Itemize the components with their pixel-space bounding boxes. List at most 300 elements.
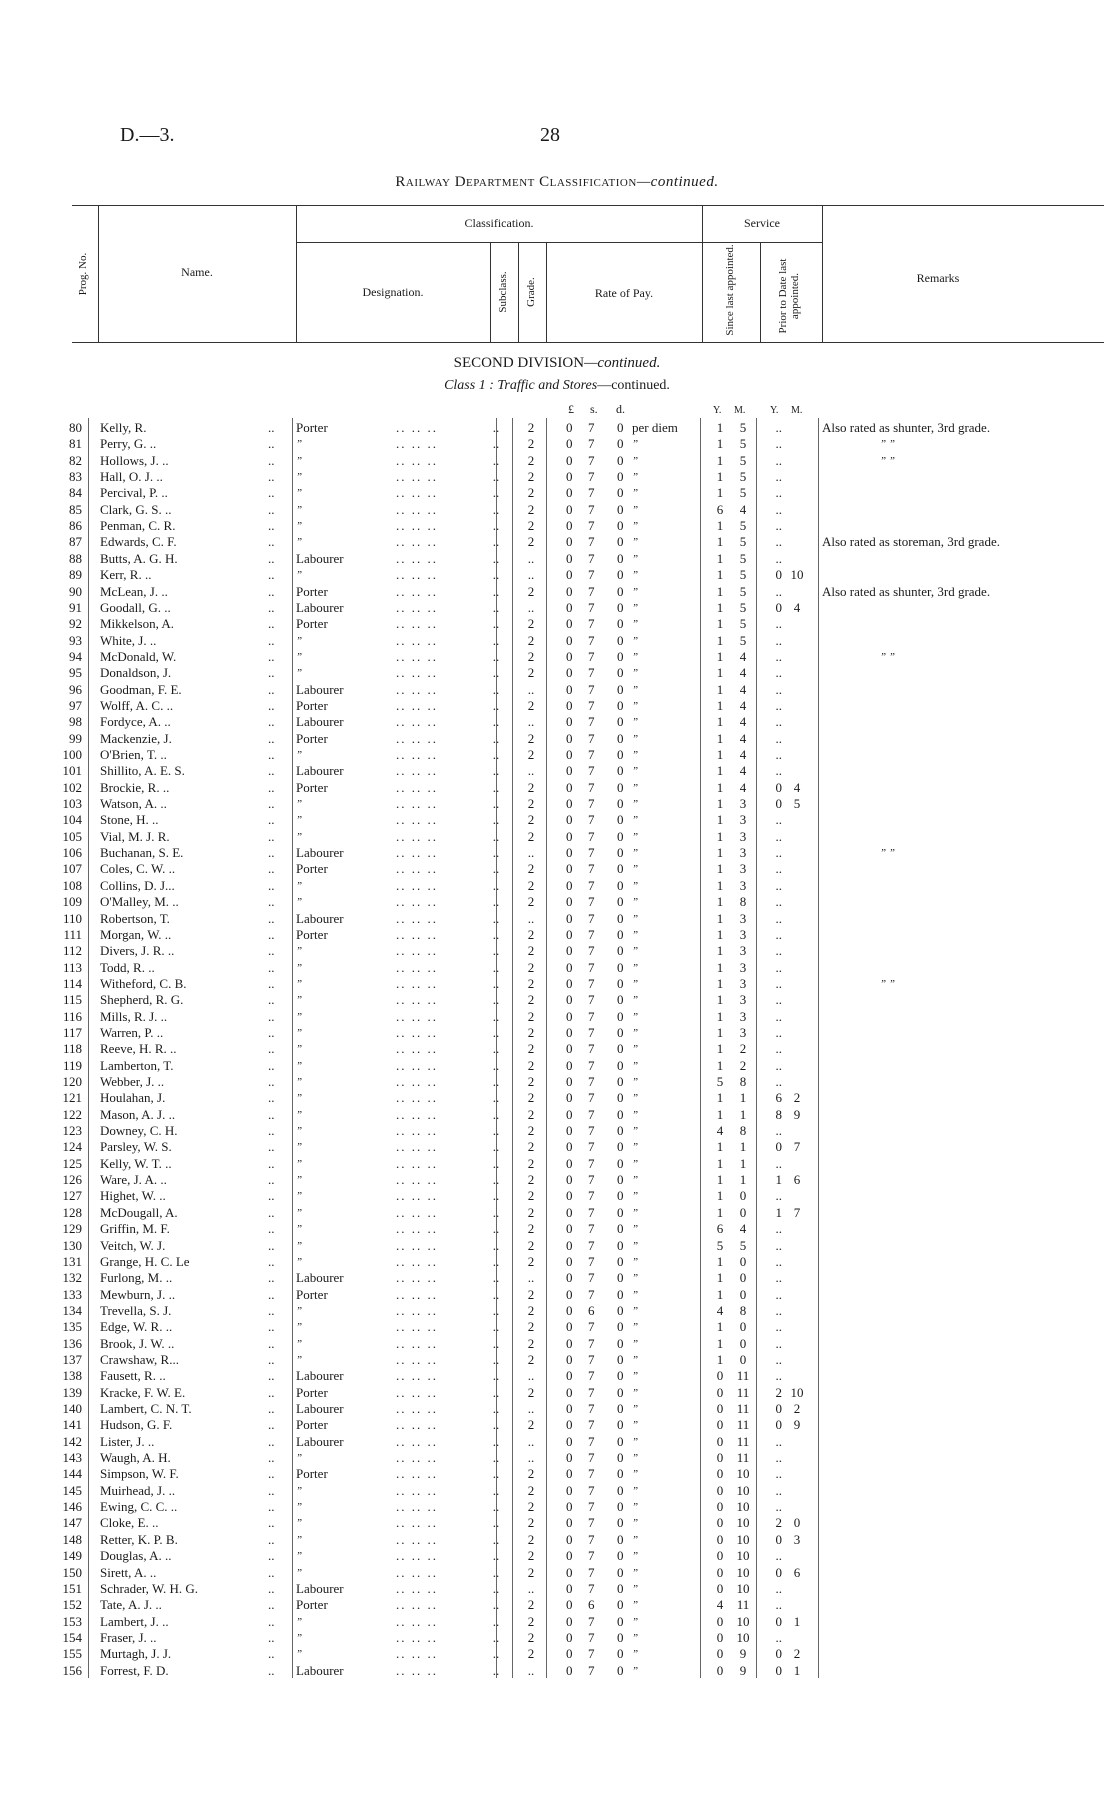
since-years: 1 xyxy=(716,697,724,713)
employee-name: Forrest, F. D. xyxy=(100,1662,169,1678)
leader-dots: .. .. .. xyxy=(396,926,438,942)
prior-years: .. xyxy=(775,828,782,844)
designation: ” xyxy=(296,471,303,484)
since-years: 6 xyxy=(716,1221,724,1237)
employee-name: Kelly, W. T. .. xyxy=(100,1155,172,1171)
table-row xyxy=(0,1221,1114,1237)
pay-shillings: 7 xyxy=(588,697,595,713)
pay-pence: 0 xyxy=(617,501,624,517)
pay-pounds: 0 xyxy=(566,1024,573,1040)
row-number: 131 xyxy=(62,1253,82,1269)
prior-months: 10 xyxy=(790,1384,804,1400)
subclass: .. xyxy=(492,485,500,501)
grade: 2 xyxy=(527,1351,535,1367)
employee-name: Warren, P. .. xyxy=(100,1024,164,1040)
pay-shillings: 7 xyxy=(588,1139,595,1155)
since-years: 4 xyxy=(716,1597,724,1613)
subclass: .. xyxy=(492,599,500,615)
leader-dots: .. xyxy=(268,1270,275,1286)
since-years: 1 xyxy=(716,1008,724,1024)
pay-shillings: 7 xyxy=(588,1515,595,1531)
prior-years: .. xyxy=(775,1253,782,1269)
pay-pounds: 0 xyxy=(566,1662,573,1678)
prior-years: .. xyxy=(775,632,782,648)
pay-pounds: 0 xyxy=(566,730,573,746)
designation: Porter xyxy=(296,1466,328,1482)
leader-dots: .. xyxy=(268,714,275,730)
designation: ” xyxy=(296,1239,303,1252)
employee-name: Houlahan, J. xyxy=(100,1090,166,1106)
pay-pence: 0 xyxy=(617,616,624,632)
row-number: 145 xyxy=(62,1482,82,1498)
since-months: 0 xyxy=(739,1188,747,1204)
row-number: 146 xyxy=(62,1499,82,1515)
since-years: 1 xyxy=(716,452,724,468)
leader-dots: .. .. .. xyxy=(396,1139,438,1155)
grade: 2 xyxy=(527,1548,535,1564)
row-number: 88 xyxy=(69,550,82,566)
designation: ” xyxy=(296,1501,303,1514)
grade: 2 xyxy=(527,730,535,746)
subclass: .. xyxy=(492,828,500,844)
employee-name: Veitch, W. J. xyxy=(100,1237,166,1253)
prior-years: 1 xyxy=(775,1204,782,1220)
pay-shillings: 7 xyxy=(588,828,595,844)
row-number: 103 xyxy=(62,796,82,812)
pay-pence: 0 xyxy=(617,779,624,795)
pay-pence: 0 xyxy=(617,1139,624,1155)
leader-dots: .. .. .. xyxy=(396,894,438,910)
row-number: 86 xyxy=(69,518,82,534)
pay-pence: 0 xyxy=(617,1597,624,1613)
grade: .. xyxy=(527,1662,535,1678)
prior-years: .. xyxy=(775,845,782,861)
grade: 2 xyxy=(527,1106,535,1122)
pay-shillings: 7 xyxy=(588,1335,595,1351)
subclass: .. xyxy=(492,1499,500,1515)
employee-name: Grange, H. C. Le xyxy=(100,1253,190,1269)
pay-shillings: 7 xyxy=(588,501,595,517)
table-row xyxy=(0,1499,1114,1515)
subclass: .. xyxy=(492,1384,500,1400)
pay-pence: 0 xyxy=(617,1090,624,1106)
pay-shillings: 7 xyxy=(588,1564,595,1580)
since-months: 1 xyxy=(739,1090,747,1106)
leader-dots: .. .. .. xyxy=(396,1662,438,1678)
table-row xyxy=(0,1025,1114,1041)
table-row xyxy=(0,796,1114,812)
prior-months: 3 xyxy=(793,1531,801,1547)
table-row xyxy=(0,1074,1114,1090)
subclass: .. xyxy=(492,1662,500,1678)
pay-pence: 0 xyxy=(617,534,624,550)
table-row xyxy=(0,1041,1114,1057)
subclass: .. xyxy=(492,1024,500,1040)
pay-pounds: 0 xyxy=(566,812,573,828)
leader-dots: .. xyxy=(268,992,275,1008)
grade: 2 xyxy=(527,1531,535,1547)
pay-period: ” xyxy=(632,1010,639,1023)
pay-period: ” xyxy=(632,1125,639,1138)
pay-pounds: 0 xyxy=(566,926,573,942)
pay-period: ” xyxy=(632,1337,639,1350)
leader-dots: .. .. .. xyxy=(396,648,438,664)
employee-name: Hall, O. J. .. xyxy=(100,469,163,485)
pay-pence: 0 xyxy=(617,1074,624,1089)
pay-shillings: 7 xyxy=(588,1466,595,1482)
table-row xyxy=(0,1270,1114,1286)
since-years: 1 xyxy=(716,796,724,812)
leader-dots: .. .. .. xyxy=(396,1564,438,1580)
leader-dots: .. .. .. xyxy=(396,1155,438,1171)
pay-period: ” xyxy=(632,1092,639,1105)
pay-pence: 0 xyxy=(617,1401,624,1416)
employee-name: Buchanan, S. E. xyxy=(100,845,184,861)
pay-pence: 0 xyxy=(617,1531,624,1547)
employee-name: Witheford, C. B. xyxy=(100,975,187,991)
leader-dots: .. .. .. xyxy=(396,763,438,779)
pay-pounds: 0 xyxy=(566,1384,573,1400)
pay-period: ” xyxy=(632,1599,639,1612)
pay-shillings: 7 xyxy=(588,1057,595,1073)
pay-shillings: 7 xyxy=(588,1237,595,1253)
since-years: 1 xyxy=(716,632,724,648)
pay-pounds: 0 xyxy=(566,1401,573,1416)
prior-years: 0 xyxy=(775,1401,782,1416)
employee-name: McDougall, A. xyxy=(100,1204,178,1220)
table-row xyxy=(0,436,1114,452)
since-years: 1 xyxy=(716,485,724,501)
grade: 2 xyxy=(527,828,535,844)
pay-period: ” xyxy=(632,1501,639,1514)
pay-pence: 0 xyxy=(617,1041,624,1057)
pay-period: ” xyxy=(632,1550,639,1563)
employee-name: Tate, A. J. .. xyxy=(100,1597,162,1613)
pay-shillings: 7 xyxy=(588,845,595,861)
header-service: Service xyxy=(744,216,780,230)
row-number: 85 xyxy=(69,501,82,517)
grade: 2 xyxy=(527,1237,535,1253)
grade: 2 xyxy=(527,1629,535,1645)
prior-years: .. xyxy=(775,534,782,550)
leader-dots: .. xyxy=(268,1629,275,1645)
since-years: 1 xyxy=(716,616,724,632)
pay-pence: 0 xyxy=(617,1270,624,1286)
row-number: 154 xyxy=(62,1629,82,1645)
subclass: .. xyxy=(492,763,500,779)
row-number: 102 xyxy=(62,779,82,795)
pay-shillings: 7 xyxy=(588,1531,595,1547)
grade: .. xyxy=(527,599,535,615)
leader-dots: .. .. .. xyxy=(396,1401,438,1416)
table-row xyxy=(0,1597,1114,1613)
pay-shillings: 7 xyxy=(588,1417,595,1433)
grade: 2 xyxy=(527,1188,535,1204)
employee-name: Trevella, S. J. xyxy=(100,1302,172,1318)
since-years: 1 xyxy=(716,714,724,730)
grade: .. xyxy=(527,910,535,926)
prior-years: .. xyxy=(775,469,782,485)
subclass: .. xyxy=(492,1172,500,1188)
employee-name: Sirett, A. .. xyxy=(100,1564,157,1580)
since-years: 0 xyxy=(716,1482,724,1498)
since-months: 5 xyxy=(739,518,747,534)
pay-pence: 0 xyxy=(617,1466,624,1482)
pay-period: ” xyxy=(632,503,639,516)
prior-years: .. xyxy=(775,943,782,959)
prior-years: .. xyxy=(775,894,782,910)
pay-pounds: 0 xyxy=(566,616,573,632)
row-number: 129 xyxy=(62,1221,82,1237)
prior-years: .. xyxy=(775,648,782,664)
pay-pence: 0 xyxy=(617,1515,624,1531)
employee-name: Mills, R. J. .. xyxy=(100,1008,168,1024)
class-label: Class 1 : xyxy=(444,378,494,393)
since-months: 11 xyxy=(736,1384,750,1400)
row-number: 144 xyxy=(62,1466,82,1482)
leader-dots: .. xyxy=(268,599,275,615)
grade: 2 xyxy=(527,1466,535,1482)
grade: .. xyxy=(527,1401,535,1416)
table-row xyxy=(0,1515,1114,1531)
since-months: 9 xyxy=(739,1662,747,1678)
employee-name: Brook, J. W. .. xyxy=(100,1335,175,1351)
since-years: 0 xyxy=(716,1548,724,1564)
since-months: 4 xyxy=(739,648,747,664)
prior-years: .. xyxy=(775,747,782,762)
remarks: ” ” xyxy=(880,650,895,663)
leader-dots: .. .. .. xyxy=(396,1090,438,1106)
since-years: 4 xyxy=(716,1302,724,1318)
since-years: 1 xyxy=(716,518,724,534)
since-months: 11 xyxy=(736,1368,750,1384)
employee-name: Mewburn, J. .. xyxy=(100,1286,176,1302)
table-row xyxy=(0,1630,1114,1646)
pay-shillings: 7 xyxy=(588,567,595,583)
service-rule xyxy=(702,242,822,243)
pay-shillings: 7 xyxy=(588,1613,595,1629)
leader-dots: .. .. .. xyxy=(396,1237,438,1253)
row-number: 93 xyxy=(69,632,82,648)
header-name: Name. xyxy=(181,265,213,279)
subclass: .. xyxy=(492,1646,500,1662)
row-number: 120 xyxy=(62,1074,82,1089)
leader-dots: .. xyxy=(268,861,275,877)
pay-shillings: 7 xyxy=(588,1580,595,1596)
table-row xyxy=(0,1336,1114,1352)
pay-pounds: 0 xyxy=(566,1090,573,1106)
pay-pounds: 0 xyxy=(566,452,573,468)
grade: 2 xyxy=(527,648,535,664)
since-months: 3 xyxy=(739,975,747,991)
subclass: .. xyxy=(492,1433,500,1449)
subclass: .. xyxy=(492,1253,500,1269)
header-prog-no: Prog. No. xyxy=(77,252,89,296)
row-number: 98 xyxy=(69,714,82,730)
designation: ” xyxy=(296,830,303,843)
grade: 2 xyxy=(527,1319,535,1335)
subclass: .. xyxy=(492,877,500,893)
row-number: 148 xyxy=(62,1531,82,1547)
leader-dots: .. xyxy=(268,1433,275,1449)
row-number: 81 xyxy=(69,436,82,452)
table-row xyxy=(0,1205,1114,1221)
employee-name: Perry, G. .. xyxy=(100,436,157,452)
pay-pounds: 0 xyxy=(566,1008,573,1024)
since-years: 0 xyxy=(716,1401,724,1416)
employee-name: Coles, C. W. .. xyxy=(100,861,176,877)
since-months: 10 xyxy=(736,1613,750,1629)
since-months: 1 xyxy=(739,1106,747,1122)
pay-pence: 0 xyxy=(617,1662,624,1678)
grade: 2 xyxy=(527,926,535,942)
row-number: 135 xyxy=(62,1319,82,1335)
grade: 2 xyxy=(527,1041,535,1057)
pay-pence: 0 xyxy=(617,632,624,648)
since-months: 3 xyxy=(739,959,747,975)
leader-dots: .. .. .. xyxy=(396,910,438,926)
employee-name: Goodall, G. .. xyxy=(100,599,171,615)
prior-months: 4 xyxy=(793,779,801,795)
since-months: 4 xyxy=(739,763,747,779)
since-months: 11 xyxy=(736,1417,750,1433)
leader-dots: .. xyxy=(268,1155,275,1171)
subclass: .. xyxy=(492,975,500,991)
prior-years: .. xyxy=(775,1548,782,1564)
leader-dots: .. .. .. xyxy=(396,1008,438,1024)
subclass: .. xyxy=(492,1580,500,1596)
since-months: 2 xyxy=(739,1057,747,1073)
designation: ” xyxy=(296,798,303,811)
leader-dots: .. .. .. xyxy=(396,992,438,1008)
table-row xyxy=(0,633,1114,649)
pay-pence: 0 xyxy=(617,583,624,599)
table-row xyxy=(0,665,1114,681)
subclass: .. xyxy=(492,1237,500,1253)
pay-pounds: 0 xyxy=(566,1450,573,1466)
designation: ” xyxy=(296,994,303,1007)
since-months: 10 xyxy=(736,1515,750,1531)
pay-pounds: 0 xyxy=(566,550,573,566)
unit-shillings: s. xyxy=(590,402,598,416)
grade: 2 xyxy=(527,1057,535,1073)
since-months: 4 xyxy=(739,665,747,681)
table-row xyxy=(0,1434,1114,1450)
prior-years: .. xyxy=(775,616,782,632)
pay-pounds: 0 xyxy=(566,910,573,926)
pay-period: ” xyxy=(632,1076,639,1088)
since-years: 0 xyxy=(716,1515,724,1531)
since-months: 4 xyxy=(739,747,747,762)
since-months: 8 xyxy=(739,1074,747,1089)
leader-dots: .. xyxy=(268,926,275,942)
class-continued: —continued. xyxy=(597,378,670,393)
subclass: .. xyxy=(492,1613,500,1629)
table-row xyxy=(0,469,1114,485)
table-row xyxy=(0,976,1114,992)
leader-dots: .. .. .. xyxy=(396,1466,438,1482)
designation: ” xyxy=(296,1353,303,1366)
leader-dots: .. .. .. xyxy=(396,681,438,697)
grade: 2 xyxy=(527,992,535,1008)
prior-months: 2 xyxy=(793,1646,801,1662)
grade: .. xyxy=(527,763,535,779)
employee-name: Watson, A. .. xyxy=(100,796,167,812)
since-months: 0 xyxy=(739,1270,747,1286)
remarks: Also rated as shunter, 3rd grade. xyxy=(822,583,991,599)
leader-dots: .. xyxy=(268,1221,275,1237)
since-years: 1 xyxy=(716,436,724,452)
remarks: Also rated as storeman, 3rd grade. xyxy=(822,534,1000,550)
grade: 2 xyxy=(527,1384,535,1400)
table-row xyxy=(0,1565,1114,1581)
employee-name: Kracke, F. W. E. xyxy=(100,1384,186,1400)
designation: Porter xyxy=(296,583,328,599)
pay-pence: 0 xyxy=(617,828,624,844)
since-years: 0 xyxy=(716,1564,724,1580)
since-months: 11 xyxy=(736,1597,750,1613)
since-months: 10 xyxy=(736,1499,750,1515)
pay-pounds: 0 xyxy=(566,436,573,452)
prior-years: .. xyxy=(775,1433,782,1449)
leader-dots: .. .. .. xyxy=(396,1384,438,1400)
grade: .. xyxy=(527,845,535,861)
pay-pence: 0 xyxy=(617,730,624,746)
subclass: .. xyxy=(492,779,500,795)
designation: ” xyxy=(296,1174,303,1187)
employee-name: Mason, A. J. .. xyxy=(100,1106,176,1122)
grade: 2 xyxy=(527,1204,535,1220)
prior-years: 0 xyxy=(775,1613,782,1629)
pay-pounds: 0 xyxy=(566,828,573,844)
table-row xyxy=(0,1287,1114,1303)
pay-period: ” xyxy=(632,1059,639,1072)
prior-years: .. xyxy=(775,1450,782,1466)
prior-years: .. xyxy=(775,1499,782,1515)
designation: Porter xyxy=(296,1597,328,1613)
leader-dots: .. xyxy=(268,730,275,746)
row-number: 123 xyxy=(62,1123,82,1139)
pay-period: ” xyxy=(632,1403,639,1415)
prior-years: 2 xyxy=(775,1515,782,1531)
pay-shillings: 7 xyxy=(588,763,595,779)
pay-period: ” xyxy=(632,683,639,696)
division-heading xyxy=(0,355,1114,372)
leader-dots: .. .. .. xyxy=(396,1548,438,1564)
pay-period: ” xyxy=(632,1174,639,1187)
since-months: 3 xyxy=(739,910,747,926)
prior-years: 0 xyxy=(775,1646,782,1662)
pay-pounds: 0 xyxy=(566,959,573,975)
designation: ” xyxy=(296,1125,303,1138)
leader-dots: .. xyxy=(268,534,275,550)
since-months: 3 xyxy=(739,845,747,861)
since-months: 2 xyxy=(739,1041,747,1057)
pay-period: ” xyxy=(632,699,639,712)
pay-pence: 0 xyxy=(617,1482,624,1498)
row-number: 118 xyxy=(62,1041,82,1057)
designation: Labourer xyxy=(296,1662,344,1678)
prior-years: .. xyxy=(775,681,782,697)
table-row xyxy=(0,682,1114,698)
since-years: 5 xyxy=(716,1074,724,1089)
grade: .. xyxy=(527,567,535,583)
table-row xyxy=(0,861,1114,877)
pay-period: ” xyxy=(632,814,639,827)
subclass: .. xyxy=(492,1515,500,1531)
table-row xyxy=(0,960,1114,976)
employee-name: Kelly, R. xyxy=(100,420,147,435)
